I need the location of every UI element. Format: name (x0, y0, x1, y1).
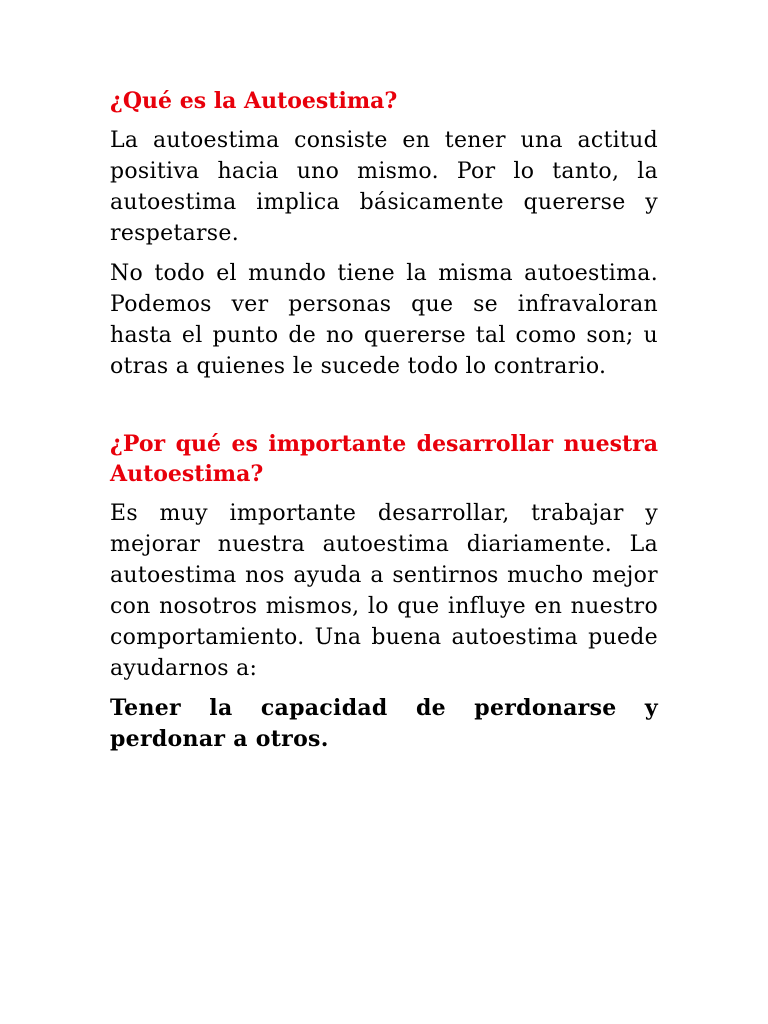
section-heading-por-que-importante: ¿Por qué es importante desarrollar nuestra Autoestima? (110, 431, 658, 487)
paragraph-importancia: Es muy importante desarrollar, trabajar y mejorar nuestra autoestima diariamente. La autoestima nos ayuda a sentirnos mucho mejor con nosotros mismos, lo que influye en nuestro comportamiento. Una buena autoestima puede ayudarnos a: (110, 501, 658, 681)
bold-item-perdonar: Tener la capacidad de perdonarse y perdonar a otros. (110, 695, 658, 752)
paragraph-definicion: La autoestima consiste en tener una actitud positiva hacia uno mismo. Por lo tanto, la autoestima implica básicamente quererse y respetarse. (110, 128, 658, 246)
section-heading-que-es-autoestima: ¿Qué es la Autoestima? (110, 88, 398, 114)
document-body (110, 86, 658, 764)
paragraph-diferencias: No todo el mundo tiene la misma autoestima. Podemos ver personas que se infravaloran hasta el punto de no quererse tal como son; u otras a quienes le sucede todo lo contrario. (110, 261, 658, 379)
